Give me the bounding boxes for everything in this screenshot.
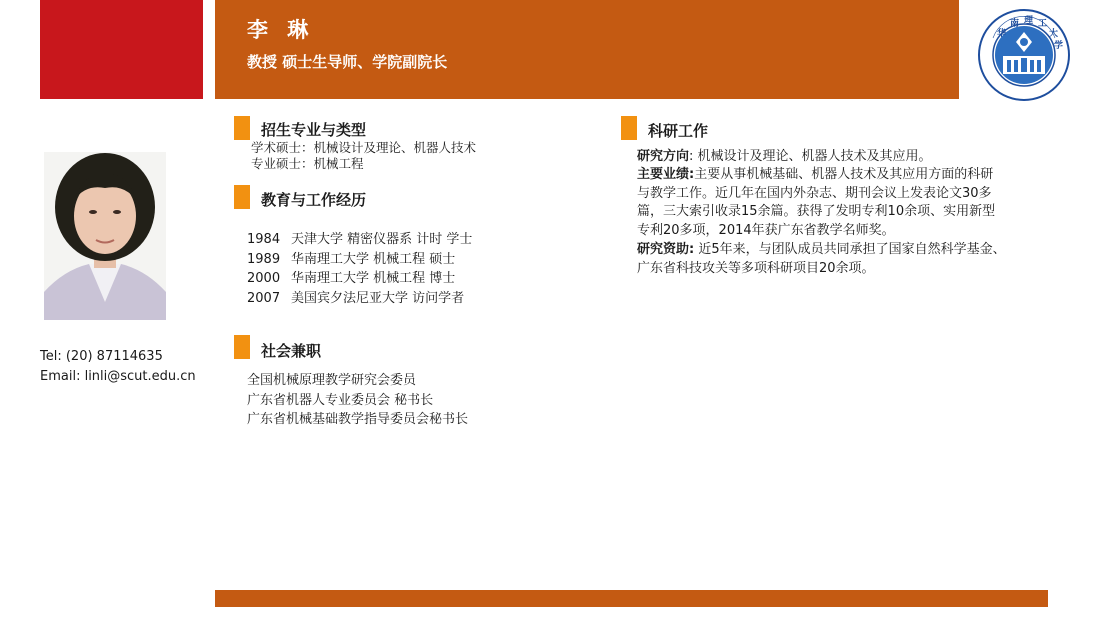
admission-line: 学术硕士：机械设计及理论、机器人技术 xyxy=(251,140,477,155)
research-funding-line: 广东省科技攻关等多项科研项目20余项。 xyxy=(637,260,875,276)
research-work-label: 主要业绩: xyxy=(637,167,695,182)
education-year: 2000 xyxy=(247,271,281,286)
red-accent-block xyxy=(40,0,203,99)
university-seal-icon xyxy=(977,8,1071,102)
education-year: 2007 xyxy=(247,291,281,306)
admission-title: 招生专业与类型 xyxy=(261,121,367,139)
social-line: 全国机械原理教学研究会委员 xyxy=(247,373,417,388)
research-funding xyxy=(637,241,1037,278)
education-row xyxy=(247,287,464,306)
person-name: 李 琳 xyxy=(247,18,315,42)
svg-text:南: 南 xyxy=(1010,19,1020,29)
footer-bar xyxy=(215,590,1048,607)
research-direction xyxy=(637,148,1037,167)
section-marker xyxy=(234,335,250,359)
education-row xyxy=(247,228,472,247)
education-row xyxy=(247,248,455,267)
section-marker xyxy=(234,116,250,140)
research-work-line: 与教学工作。近几年在国内外杂志、期刊会议上发表论文30多 xyxy=(637,185,992,201)
header-bar xyxy=(215,0,959,99)
admission-line: 专业硕士：机械工程 xyxy=(251,156,364,171)
education-text: 美国宾夕法尼亚大学 访问学者 xyxy=(291,291,465,306)
section-marker xyxy=(234,185,250,209)
education-title: 教育与工作经历 xyxy=(261,191,367,209)
research-work-line: 专利20多项，2014年获广东省教学名师奖。 xyxy=(637,222,895,238)
social-line: 广东省机器人专业委员会 秘书长 xyxy=(247,393,434,408)
research-work xyxy=(637,166,1037,240)
education-row xyxy=(247,267,455,286)
university-logo xyxy=(977,8,1071,102)
research-direction-label: 研究方向 xyxy=(637,149,690,164)
social-line: 广东省机械基础教学指导委员会秘书长 xyxy=(247,412,469,427)
svg-text:华: 华 xyxy=(997,29,1007,39)
education-text: 华南理工大学 机械工程 硕士 xyxy=(291,252,456,267)
svg-text:大: 大 xyxy=(1049,29,1059,39)
svg-text:工: 工 xyxy=(1038,19,1048,29)
education-text: 天津大学 精密仪器系 计时 学士 xyxy=(291,232,473,247)
education-text: 华南理工大学 机械工程 博士 xyxy=(291,271,456,286)
research-funding-line: 近5年来，与团队成员共同承担了国家自然科学基金、 xyxy=(694,242,1006,257)
svg-text:学: 学 xyxy=(1054,41,1064,51)
svg-text:理: 理 xyxy=(1024,16,1034,26)
portrait-photo xyxy=(44,152,166,320)
education-year: 1989 xyxy=(247,252,281,267)
contact-tel: Tel: (20) 87114635 xyxy=(40,349,163,364)
contact-email[interactable]: Email: linli@scut.edu.cn xyxy=(40,369,196,384)
research-title: 科研工作 xyxy=(648,122,709,140)
section-marker xyxy=(621,116,637,140)
research-direction-text: : 机械设计及理论、机器人技术及其应用。 xyxy=(689,149,932,164)
research-work-line: 篇，三大索引收录15余篇。获得了发明专利10余项、实用新型 xyxy=(637,204,996,219)
education-year: 1984 xyxy=(247,232,281,247)
social-title: 社会兼职 xyxy=(261,342,322,360)
research-work-line: 主要从事机械基础、机器人技术及其应用方面的科研 xyxy=(694,167,994,182)
research-funding-label: 研究资助: xyxy=(637,242,695,257)
person-title: 教授 硕士生导师、学院副院长 xyxy=(247,53,448,71)
